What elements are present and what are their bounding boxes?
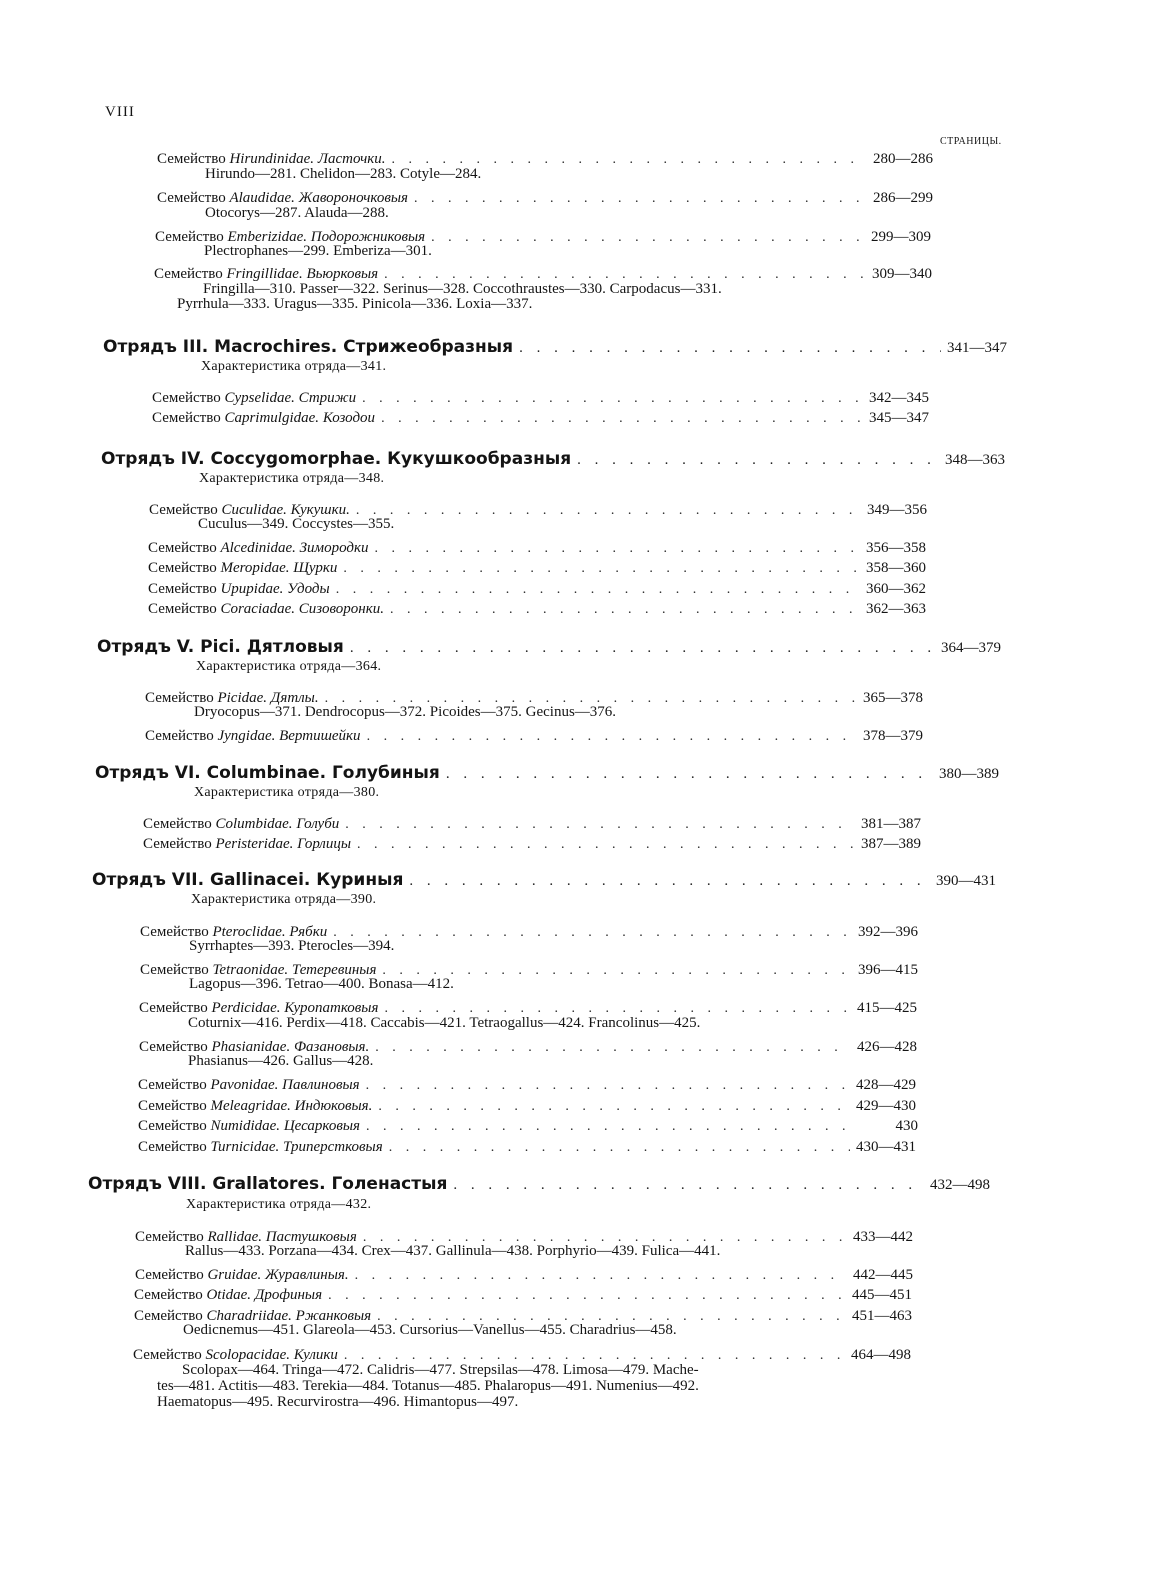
leader-dots [409,870,930,892]
order-characteristic: Характеристика отряда—348. [199,471,385,486]
genera-fringillidae-line2: Pyrrhula—333. Uragus—335. Pinicola—336. Loxia—337. [177,296,533,312]
family-pages: 362—363 [866,601,926,617]
order-pages: 390—431 [936,873,996,889]
family-pages: 349—356 [867,502,927,518]
order-characteristic: Характеристика отряда—380. [194,785,380,800]
family-latin: Columbidae. [215,816,293,832]
leader-dots [328,1287,846,1305]
family-pavonidae [138,1076,922,1095]
family-pages: 381—387 [861,816,921,832]
family-latin: Meleagridae. [210,1098,291,1114]
family-latin: Perdicidae. [211,1000,281,1016]
family-pages: 428—429 [856,1077,916,1093]
genera-phasianidae: Phasianus—426. Gallus—428. [188,1053,374,1069]
family-label: Семейство [145,728,214,744]
family-label: Семейство [139,1039,208,1055]
leader-dots [366,1118,846,1136]
genera-scolopacidae-line3: Haematopus—495. Recurvirostra—496. Himantopus—497. [157,1394,519,1410]
order-title: Отрядъ III. Macrochires. Стрижеобразныя [103,337,514,357]
genera-alaudidae: Otocorys—287. Alauda—288. [205,205,389,221]
family-label: Семейство [140,962,209,978]
family-russian: Горлицы [297,836,352,852]
family-latin: Fringillidae. [226,266,303,282]
family-russian: Кукушки. [290,502,350,518]
family-latin: Turnicidae. [210,1139,280,1155]
family-label: Семейство [143,816,212,832]
family-label: Семейство [138,1077,207,1093]
family-pages: 464—498 [851,1347,911,1363]
pages-column-header: СТРАНИЦЫ. [940,136,1002,147]
order-pages: 364—379 [941,640,1001,656]
family-latin: Upupidae. [220,581,284,597]
order-pages: 341—347 [947,340,1007,356]
family-russian: Дятлы. [270,690,319,706]
leader-dots [381,410,863,428]
leader-dots [577,449,939,471]
order-title: Отрядъ VII. Gallinacei. Куриныя [92,870,404,890]
family-latin: Peristeridae. [215,836,294,852]
family-label: Семейство [148,601,217,617]
family-latin: Alaudidae. [229,190,295,206]
family-pages: 286—299 [873,190,933,206]
order-characteristic: Характеристика отряда—341. [201,359,387,374]
genera-pteroclidae: Syrrhaptes—393. Pterocles—394. [189,938,395,954]
family-russian: Удоды [287,581,330,597]
family-label: Семейство [133,1347,202,1363]
family-russian: Тетеревиныя [291,962,377,978]
family-russian: Сизоворонки. [298,601,384,617]
order-title: Отрядъ IV. Coccygomorphae. Кукушкообразныя [101,449,572,469]
family-russian: Триперстковыя [282,1139,383,1155]
family-pages: 426—428 [857,1039,917,1055]
family-latin: Scolopacidae. [205,1347,291,1363]
family-pages: 358—360 [866,560,926,576]
family-russian: Цесарковыя [283,1118,360,1134]
leader-dots [336,581,860,599]
family-label: Семейство [135,1229,204,1245]
leader-dots [414,190,867,208]
family-latin: Cypselidae. [224,390,295,406]
genera-perdicidae: Coturnix—416. Perdix—418. Caccabis—421. Tetraogallus—424. Francolinus—425. [188,1015,701,1031]
family-label: Семейство [152,410,221,426]
family-upupidae [148,580,932,599]
family-latin: Caprimulgidae. [224,410,320,426]
family-label: Семейство [135,1267,204,1283]
leader-dots [375,1039,851,1057]
genera-tetraonidae: Lagopus—396. Tetrao—400. Bonasa—412. [189,976,454,992]
family-pages: 392—396 [858,924,918,940]
genera-hirundinidae: Hirundo—281. Chelidon—283. Cotyle—284. [205,166,482,182]
order-characteristic: Характеристика отряда—364. [196,659,382,674]
leader-dots [446,763,933,785]
order-characteristic: Характеристика отряда—390. [191,892,377,907]
family-turnicidae [138,1138,922,1157]
family-columbidae [143,815,927,834]
leader-dots [375,540,860,558]
family-russian: Подорожниковыя [310,229,426,245]
genera-scolopacidae-line1: Scolopax—464. Tringa—472. Calidris—477. Strepsilas—478. Limosa—479. Mache- [182,1362,699,1378]
family-latin: Cuculidae. [221,502,287,518]
family-meropidae [148,559,932,578]
family-jyngidae [145,727,929,746]
family-russian: Козодои [322,410,376,426]
family-label: Семейство [148,540,217,556]
leader-dots [431,229,865,247]
family-pages: 442—445 [853,1267,913,1283]
family-latin: Numididae. [210,1118,281,1134]
leader-dots [362,390,863,408]
family-russian: Дрофиныя [254,1287,323,1303]
family-label: Семейство [157,151,226,167]
family-latin: Alcedinidae. [220,540,296,556]
family-pages: 430—431 [856,1139,916,1155]
order-pages: 432—498 [930,1177,990,1193]
family-latin: Meropidae. [220,560,290,576]
genera-scolopacidae-line2: tes—481. Actitis—483. Terekia—484. Totanus—485. Phalaropus—491. Numenius—492. [157,1378,699,1394]
genera-rallidae: Rallus—433. Porzana—434. Crex—437. Gallinula—438. Porphyrio—439. Fulica—441. [185,1243,721,1259]
leader-dots [345,816,855,834]
genera-charadriidae: Oedicnemus—451. Glareola—453. Cursorius—Vanellus—455. Charadrius—458. [183,1322,677,1338]
family-russian: Вьюрковыя [306,266,379,282]
family-russian: Фазановыя. [293,1039,370,1055]
family-russian: Зимородки [299,540,369,556]
family-label: Семейство [154,266,223,282]
family-label: Семейство [157,190,226,206]
family-latin: Otidae. [206,1287,252,1303]
family-pages: 280—286 [873,151,933,167]
genera-cuculidae: Cuculus—349. Coccystes—355. [198,516,395,532]
family-latin: Jyngidae. [217,728,276,744]
family-russian: Щурки [293,560,338,576]
family-latin: Tetraonidae. [212,962,289,978]
family-peristeridae [143,835,927,854]
leader-dots [389,1139,850,1157]
family-pages: 429—430 [856,1098,916,1114]
order-gallinacei [92,869,1002,892]
order-coccygomorphae [101,448,1011,471]
family-cypselidae [152,389,935,408]
family-label: Семейство [138,1118,207,1134]
family-label: Семейство [152,390,221,406]
family-pages: 415—425 [857,1000,917,1016]
family-pages: 356—358 [866,540,926,556]
family-latin: Coraciadae. [220,601,296,617]
family-russian: Индюковыя. [294,1098,373,1114]
family-pages: 387—389 [861,836,921,852]
family-latin: Picidae. [217,690,268,706]
family-label: Семейство [138,1139,207,1155]
family-label: Семейство [134,1308,203,1324]
family-latin: Gruidae. [207,1267,262,1283]
family-label: Семейство [148,560,217,576]
order-pages: 348—363 [945,452,1005,468]
family-gruidae [135,1266,919,1285]
order-characteristic: Характеристика отряда—432. [186,1197,372,1212]
family-latin: Pteroclidae. [212,924,286,940]
leader-dots [453,1174,924,1196]
family-numididae [138,1117,922,1136]
order-title: Отрядъ V. Pici. Дятловыя [97,637,344,657]
family-latin: Phasianidae. [211,1039,291,1055]
family-label: Семейство [140,924,209,940]
genera-picidae: Dryocopus—371. Dendrocopus—372. Picoides—375. Gecinus—376. [194,704,617,720]
leader-dots [333,924,852,942]
order-grallatores [88,1173,996,1196]
leader-dots [356,502,861,520]
family-pages: 309—340 [872,266,932,282]
page-number: VIII [105,104,135,120]
family-russian: Стрижи [298,390,357,406]
family-latin: Pavonidae. [210,1077,279,1093]
family-pages: 451—463 [852,1308,912,1324]
family-russian: Ласточки. [317,151,386,167]
family-pages: 299—309 [871,229,931,245]
leader-dots [355,1267,847,1285]
family-pages: 342—345 [869,390,929,406]
family-russian: Ржанковыя [295,1308,372,1324]
family-russian: Пастушковыя [265,1229,357,1245]
family-coraciadae [148,600,932,619]
order-pages: 380—389 [939,766,999,782]
order-pici [97,636,1007,659]
family-russian: Кулики [293,1347,338,1363]
genera-fringillidae-line1: Fringilla—310. Passer—322. Serinus—328. Coccothraustes—330. Carpodacus—331. [203,281,722,297]
leader-dots [343,560,860,578]
order-macrochires [103,336,1013,359]
family-latin: Rallidae. [207,1229,263,1245]
family-pages: 396—415 [858,962,918,978]
family-otidae [134,1286,918,1305]
family-label: Семейство [145,690,214,706]
family-russian: Павлиновыя [282,1077,360,1093]
leader-dots [350,637,935,659]
family-pages: 445—451 [852,1287,912,1303]
family-caprimulgidae [152,409,935,428]
family-label: Семейство [134,1287,203,1303]
family-pages: 365—378 [863,690,923,706]
order-title: Отрядъ VI. Columbinae. Голубиныя [95,763,440,783]
leader-dots [378,1098,850,1116]
family-russian: Голуби [296,816,340,832]
leader-dots [390,601,860,619]
family-russian: Куропатковыя [284,1000,379,1016]
order-title: Отрядъ VIII. Grallatores. Голенастыя [88,1174,448,1194]
leader-dots [366,1077,850,1095]
family-pages: 430 [895,1118,918,1134]
family-label: Семейство [155,229,224,245]
genera-emberizidae: Plectrophanes—299. Emberiza—301. [204,243,432,259]
family-label: Семейство [143,836,212,852]
family-latin: Charadriidae. [206,1308,292,1324]
family-latin: Emberizidae. [227,229,308,245]
leader-dots [367,728,857,746]
family-label: Семейство [149,502,218,518]
family-russian: Журавлиныя. [264,1267,349,1283]
family-russian: Жавороночковыя [298,190,408,206]
family-pages: 360—362 [866,581,926,597]
family-label: Семейство [138,1098,207,1114]
leader-dots [357,836,855,854]
family-russian: Рябки [289,924,328,940]
family-pages: 345—347 [869,410,929,426]
family-meleagridae [138,1097,922,1116]
family-latin: Hirundinidae. [229,151,315,167]
family-label: Семейство [139,1000,208,1016]
family-russian: Вертишейки [279,728,361,744]
family-pages: 433—442 [853,1229,913,1245]
leader-dots [519,337,941,359]
family-label: Семейство [148,581,217,597]
family-pages: 378—379 [863,728,923,744]
family-alcedinidae [148,539,932,558]
order-columbinae [95,762,1005,785]
